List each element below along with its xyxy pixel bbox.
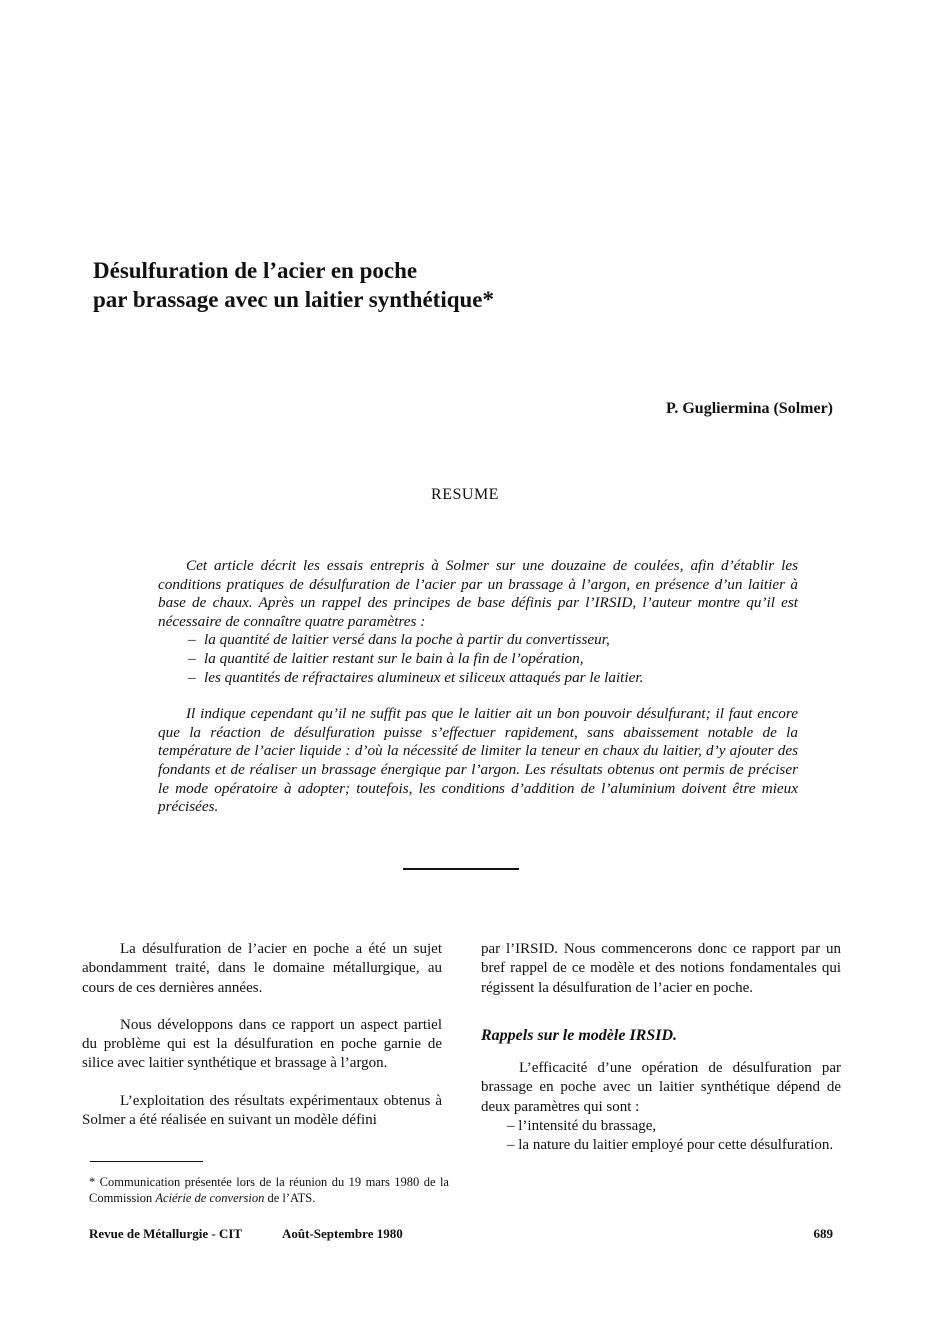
abstract-list-item: – les quantités de réfractaires alumineux et siliceux attaqués par le laitier. — [188, 669, 798, 688]
resume-heading: RESUME — [431, 486, 499, 503]
footnote-text-start: * Communication présentée lors de la réunion du 19 mars 1980 de la Commission — [89, 1175, 449, 1205]
footer-journal-name: Revue de Métallurgie - CIT — [89, 1226, 243, 1241]
title-line-1: Désulfuration de l’acier en poche — [93, 258, 418, 283]
body-column-left — [82, 940, 442, 1130]
body-list-item: – la nature du laitier employé pour cette désulfuration. — [507, 1137, 834, 1154]
body-paragraph: L’exploitation des résultats expérimentaux obtenus à Solmer a été réalisée en suivant un modèle défini — [82, 1092, 442, 1129]
body-paragraph: Nous développons dans ce rapport un aspect partiel du problème qui est la désulfuration en poche garnie de silice avec laitier synthétique et brassage à l’argon. — [82, 1016, 442, 1072]
abstract-parameter-list — [158, 631, 798, 687]
section-divider — [403, 868, 519, 870]
body-paragraph: La désulfuration de l’acier en poche a été un sujet abondamment traité, dans le domaine métallurgique, au cours de ces dernières années. — [82, 941, 442, 996]
title-line-2: par brassage avec un laitier synthétique* — [93, 287, 495, 312]
abstract-paragraph-1: Cet article décrit les essais entrepris à Solmer sur une douzaine de coulées, afin d’établir les conditions pratiques de désulfuration de l’acier par un brassage à l’argon, en présence d’un laitier à base de chaux. Après un rappel des principes de base définis par l’IRSID, l’auteur montre qu’il est nécessaire de connaître quatre paramètres : — [158, 557, 798, 630]
body-paragraph: par l’IRSID. Nous commencerons donc ce rapport par un bref rappel de ce modèle et des notions fondamentales qui régissent la désulfuration de l’acier en poche. — [481, 941, 841, 996]
section-heading: Rappels sur le modèle IRSID. — [481, 1026, 678, 1044]
page-number: 689 — [813, 1226, 833, 1241]
body-column-right — [481, 940, 841, 1156]
abstract-list-item: – la quantité de laitier restant sur le bain à la fin de l’opération, — [188, 650, 798, 669]
footer-issue-date: Août-Septembre 1980 — [282, 1226, 403, 1241]
article-title — [93, 256, 494, 314]
footnote-rule — [90, 1161, 203, 1162]
body-list-item: – l’intensité du brassage, — [507, 1118, 657, 1135]
footnote-text-end: de l’ATS. — [264, 1190, 316, 1205]
author-line: P. Gugliermina (Solmer) — [666, 400, 833, 417]
body-paragraph: L’efficacité d’une opération de désulfuration par brassage en poche avec un laitier synthétique dépend de deux paramètres qui sont : — [481, 1060, 841, 1115]
footnote — [89, 1175, 449, 1206]
footnote-commission-name: Aciérie de conversion — [155, 1190, 265, 1205]
abstract — [158, 557, 798, 817]
abstract-paragraph-2: Il indique cependant qu’il ne suffit pas que le laitier ait un bon pouvoir désulfurant; il faut encore que la réaction de désulfuration puisse s’effectuer rapidement, sans abaissement notable de la température de l’acier liquide : d’où la nécessité de limiter la teneur en chaux du laitier, d’y ajouter des fondants et de réaliser un brassage énergique par l’argon. Les résultats obtenus ont permis de préciser le mode opératoire à adopter; toutefois, les conditions d’addition de l’aluminium doivent être mieux précisées. — [158, 705, 798, 816]
abstract-list-item: – la quantité de laitier versé dans la poche à partir du convertisseur, — [188, 631, 798, 650]
